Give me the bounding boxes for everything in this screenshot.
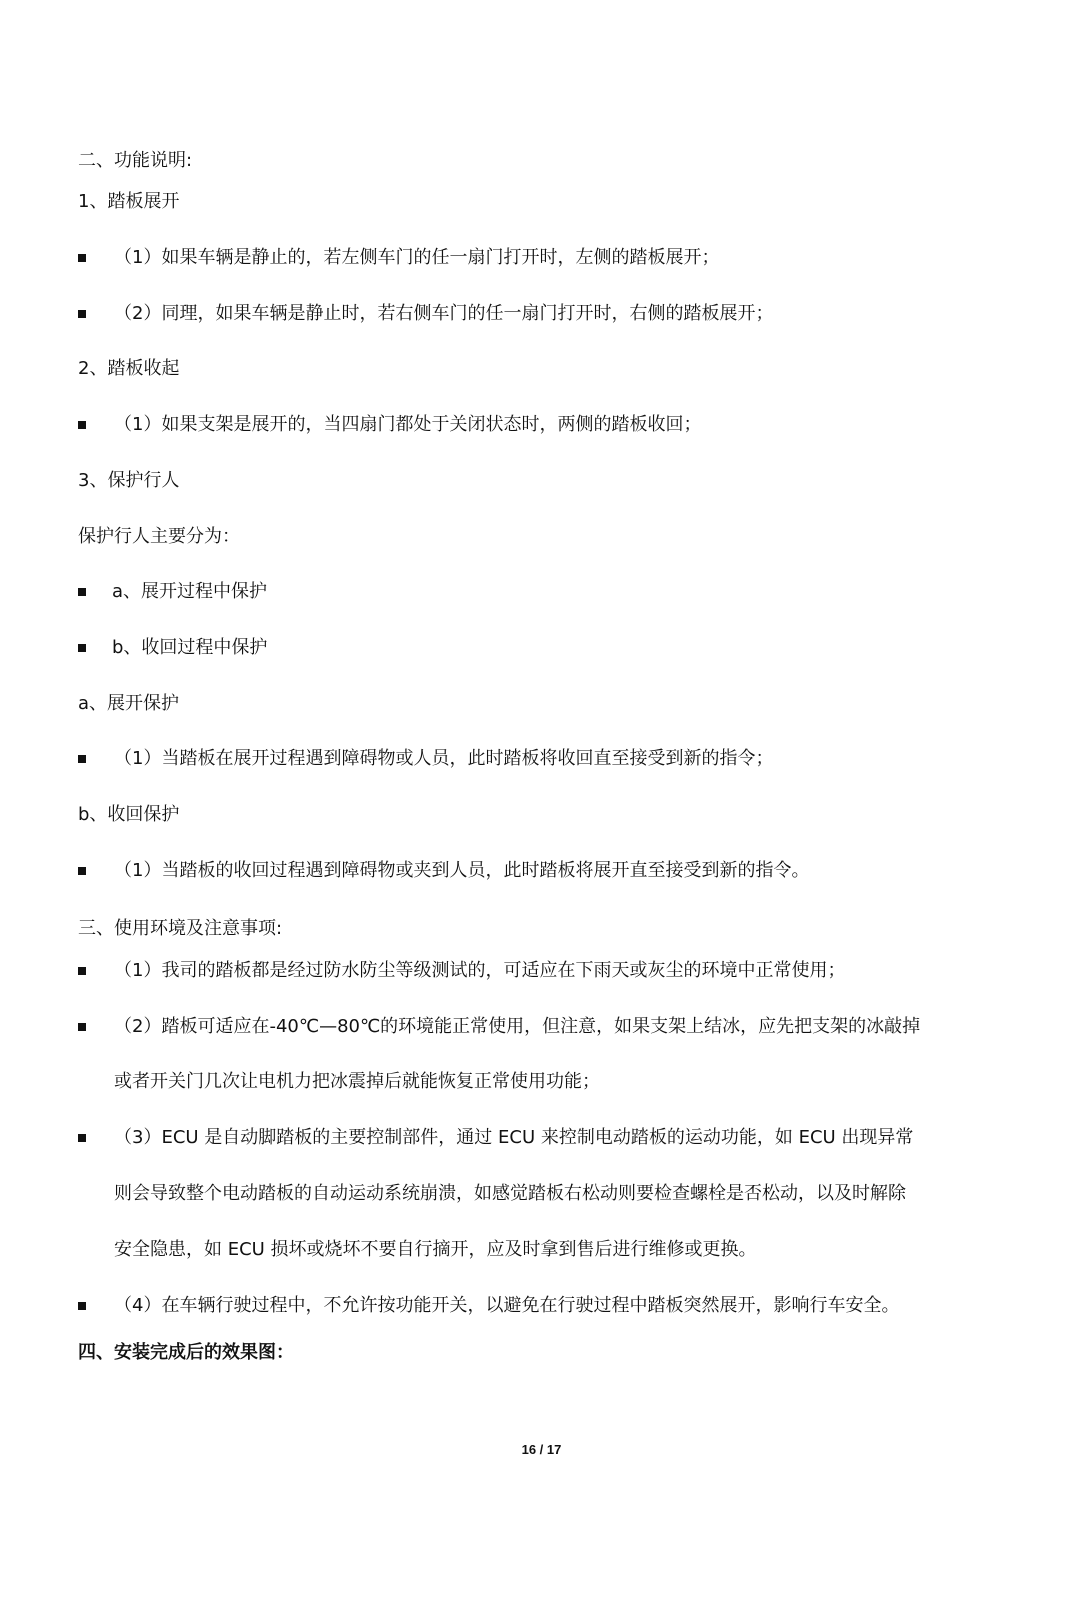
bullet-square-icon	[78, 1023, 86, 1031]
list-item-text: （1）如果支架是展开的，当四扇门都处于关闭状态时，两侧的踏板收回；	[114, 414, 702, 435]
list-item-text: （2）同理，如果车辆是静止时，若右侧车门的任一扇门打开时，右侧的踏板展开；	[114, 303, 774, 324]
subheading-deploy: 1、踏板展开	[78, 191, 180, 212]
section-heading-functions: 二、功能说明:	[78, 150, 193, 171]
bullet-square-icon	[78, 254, 86, 262]
list-item-text: （4）在车辆行驶过程中，不允许按功能开关，以避免在行驶过程中踏板突然展开，影响行车安全。	[114, 1295, 900, 1316]
list-item-text: b、收回过程中保护	[112, 637, 268, 658]
list-item-text: （2）踏板可适应在-40℃—80℃的环境能正常使用，但注意，如果支架上结冰，应先把支架的冰敲掉	[114, 1016, 921, 1037]
list-item-text: （3）ECU 是自动脚踏板的主要控制部件，通过 ECU 来控制电动踏板的运动功能，如 ECU 出现异常	[114, 1127, 914, 1148]
list-item-text: （1）我司的踏板都是经过防水防尘等级测试的，可适应在下雨天或灰尘的环境中正常使用；	[114, 960, 846, 981]
list-item-text: （1）当踏板在展开过程遇到障碍物或人员，此时踏板将收回直至接受到新的指令；	[114, 748, 774, 769]
bullet-square-icon	[78, 310, 86, 318]
list-item-text: （1）如果车辆是静止的，若左侧车门的任一扇门打开时，左侧的踏板展开；	[114, 247, 720, 268]
page-number: 16 / 17	[521, 1442, 562, 1457]
section-heading-install: 四、安装完成后的效果图：	[78, 1342, 294, 1363]
subheading-retract: 2、踏板收起	[78, 358, 180, 379]
bullet-square-icon	[78, 867, 86, 875]
list-item-continuation: 则会导致整个电动踏板的自动运动系统崩溃，如感觉踏板右松动则要检查螺栓是否松动，以及时解除	[114, 1183, 906, 1204]
bullet-square-icon	[78, 1302, 86, 1310]
subheading-protect: 3、保护行人	[78, 470, 180, 491]
list-item-text: a、展开过程中保护	[112, 581, 268, 602]
bullet-square-icon	[78, 967, 86, 975]
paragraph-protect-intro: 保护行人主要分为：	[78, 526, 240, 547]
list-item-continuation: 或者开关门几次让电机力把冰震掉后就能恢复正常使用功能；	[114, 1071, 600, 1092]
bullet-square-icon	[78, 588, 86, 596]
list-item-continuation: 安全隐患，如 ECU 损坏或烧坏不要自行摘开，应及时拿到售后进行维修或更换。	[114, 1239, 757, 1260]
subheading-retract-protect: b、收回保护	[78, 804, 180, 825]
bullet-square-icon	[78, 421, 86, 429]
list-item-text: （1）当踏板的收回过程遇到障碍物或夹到人员，此时踏板将展开直至接受到新的指令。	[114, 860, 810, 881]
bullet-square-icon	[78, 1134, 86, 1142]
subheading-deploy-protect: a、展开保护	[78, 693, 180, 714]
bullet-square-icon	[78, 755, 86, 763]
section-heading-environment: 三、使用环境及注意事项:	[78, 918, 283, 939]
bullet-square-icon	[78, 644, 86, 652]
